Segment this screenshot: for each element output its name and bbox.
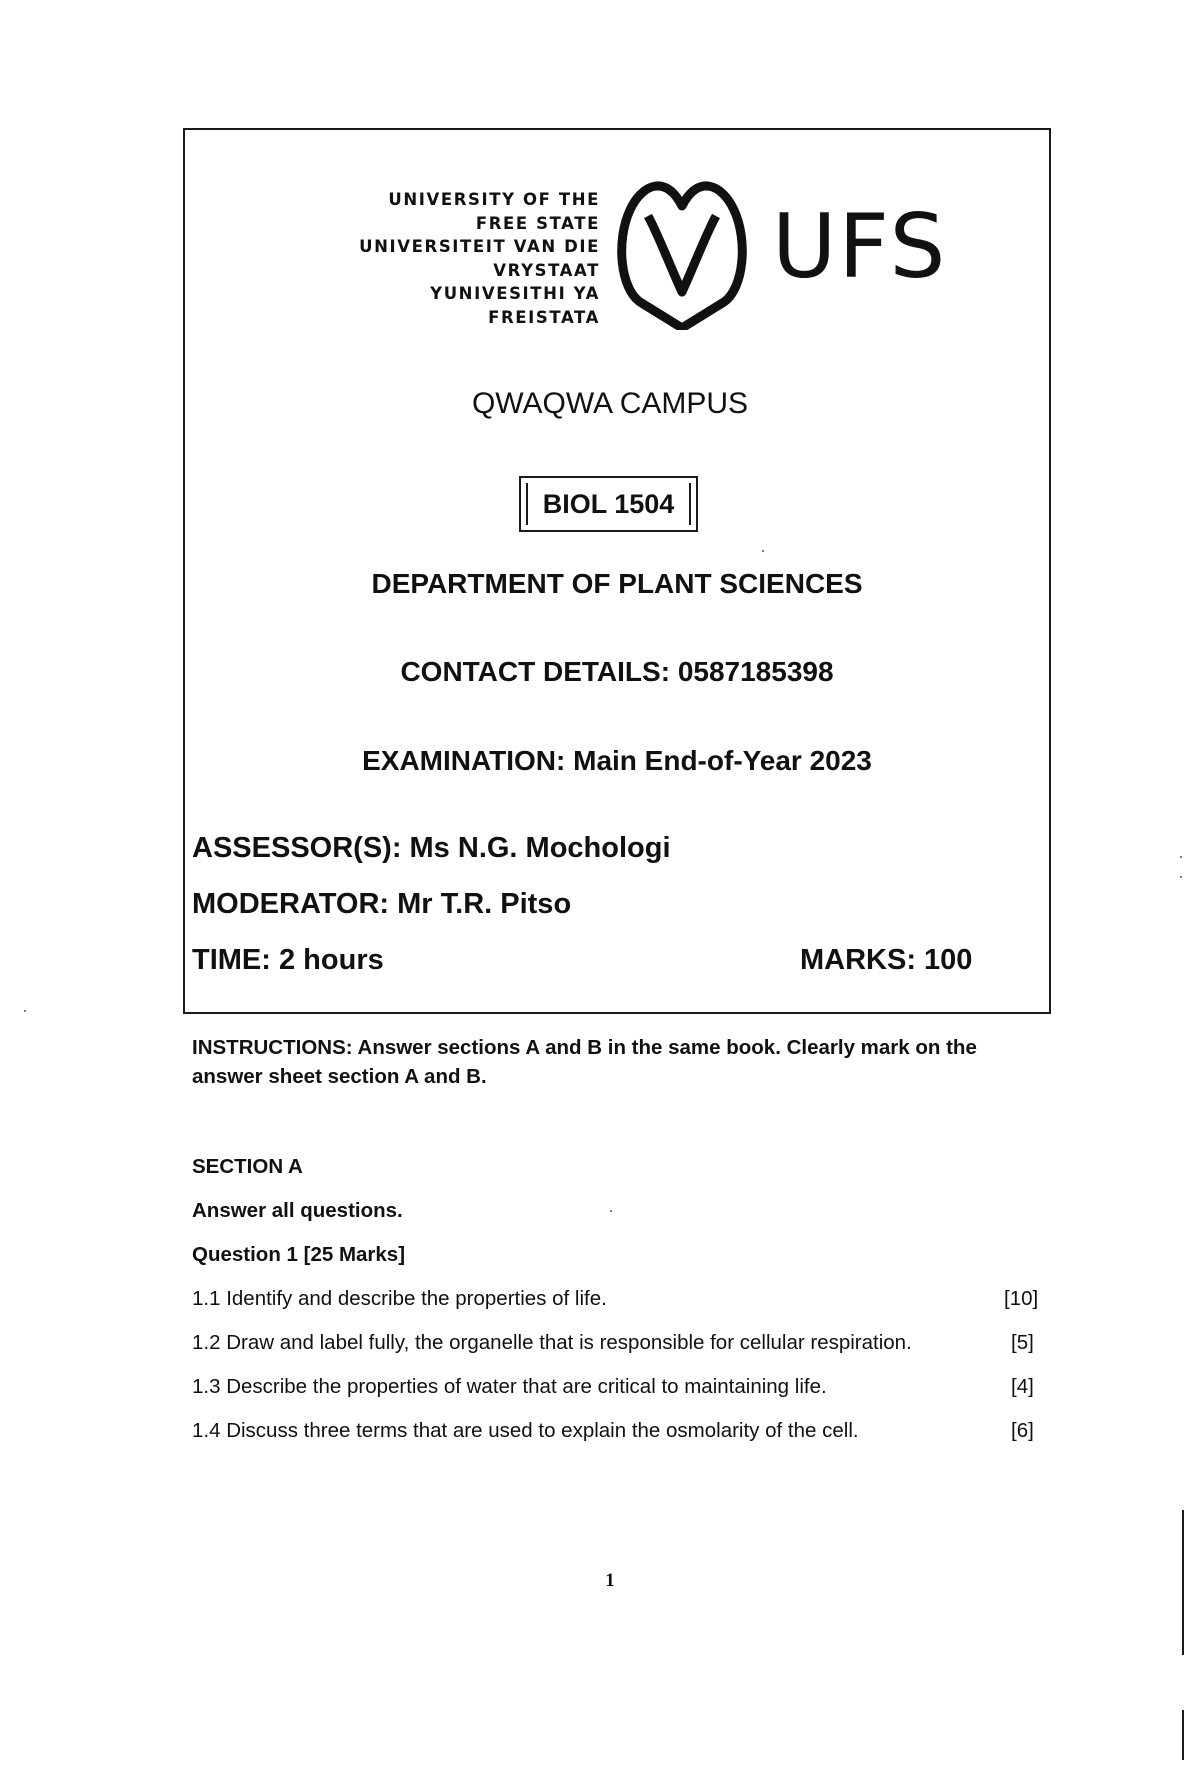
instructions: INSTRUCTIONS: Answer sections A and B in the same book. Clearly mark on the answer sheet section A and B. bbox=[192, 1036, 977, 1088]
scan-artifact-line bbox=[1182, 1510, 1184, 1655]
question-title: Question 1 [25 Marks] bbox=[192, 1243, 406, 1266]
university-names bbox=[335, 188, 600, 329]
page-number: 1 bbox=[605, 1570, 615, 1591]
university-line: UNIVERSITEIT VAN DIE bbox=[359, 237, 600, 256]
examination: EXAMINATION: Main End-of-Year 2023 bbox=[362, 745, 872, 776]
university-line: FREISTATA bbox=[488, 307, 600, 327]
section-title: SECTION A bbox=[192, 1155, 303, 1178]
ufs-logo-text: UFS bbox=[772, 195, 948, 298]
university-line: UNIVERSITY OF THE bbox=[388, 190, 600, 209]
scan-artifact-dot bbox=[762, 550, 764, 552]
ufs-logo bbox=[612, 170, 952, 330]
university-line: VRYSTAAT bbox=[493, 260, 600, 280]
question-1-4: 1.4 Discuss three terms that are used to explain the osmolarity of the cell. bbox=[192, 1419, 859, 1442]
time: TIME: 2 hours bbox=[192, 944, 384, 976]
question-1-1: 1.1 Identify and describe the properties of life. bbox=[192, 1287, 607, 1310]
campus-name: QWAQWA CAMPUS bbox=[471, 387, 749, 420]
question-1-2: 1.2 Draw and label fully, the organelle that is responsible for cellular respiration. bbox=[192, 1331, 912, 1354]
contact-details: CONTACT DETAILS: 0587185398 bbox=[400, 656, 834, 687]
question-1-4-marks: [6] bbox=[1011, 1419, 1034, 1442]
module-code-box bbox=[519, 476, 698, 532]
scan-artifact-dot bbox=[24, 1010, 26, 1012]
department: DEPARTMENT OF PLANT SCIENCES bbox=[371, 568, 863, 599]
scan-artifact-dot bbox=[1180, 856, 1182, 858]
question-1-1-marks: [10] bbox=[1004, 1287, 1039, 1310]
section-note: Answer all questions. bbox=[192, 1199, 403, 1222]
question-1-2-marks: [5] bbox=[1011, 1331, 1034, 1354]
moderator: MODERATOR: Mr T.R. Pitso bbox=[192, 888, 572, 920]
ufs-emblem-icon bbox=[622, 186, 743, 328]
module-code: BIOL 1504 bbox=[526, 483, 691, 525]
university-line: FREE STATE bbox=[475, 213, 600, 233]
scan-artifact-dot bbox=[610, 1210, 612, 1212]
assessor: ASSESSOR(S): Ms N.G. Mochologi bbox=[192, 832, 671, 864]
scan-artifact-line bbox=[1182, 1710, 1184, 1760]
question-1-3: 1.3 Describe the properties of water that are critical to maintaining life. bbox=[192, 1375, 827, 1398]
scan-artifact-dot bbox=[1180, 876, 1182, 878]
total-marks: MARKS: 100 bbox=[800, 944, 973, 976]
university-line: YUNIVESITHI YA bbox=[430, 284, 600, 303]
question-1-3-marks: [4] bbox=[1011, 1375, 1034, 1398]
